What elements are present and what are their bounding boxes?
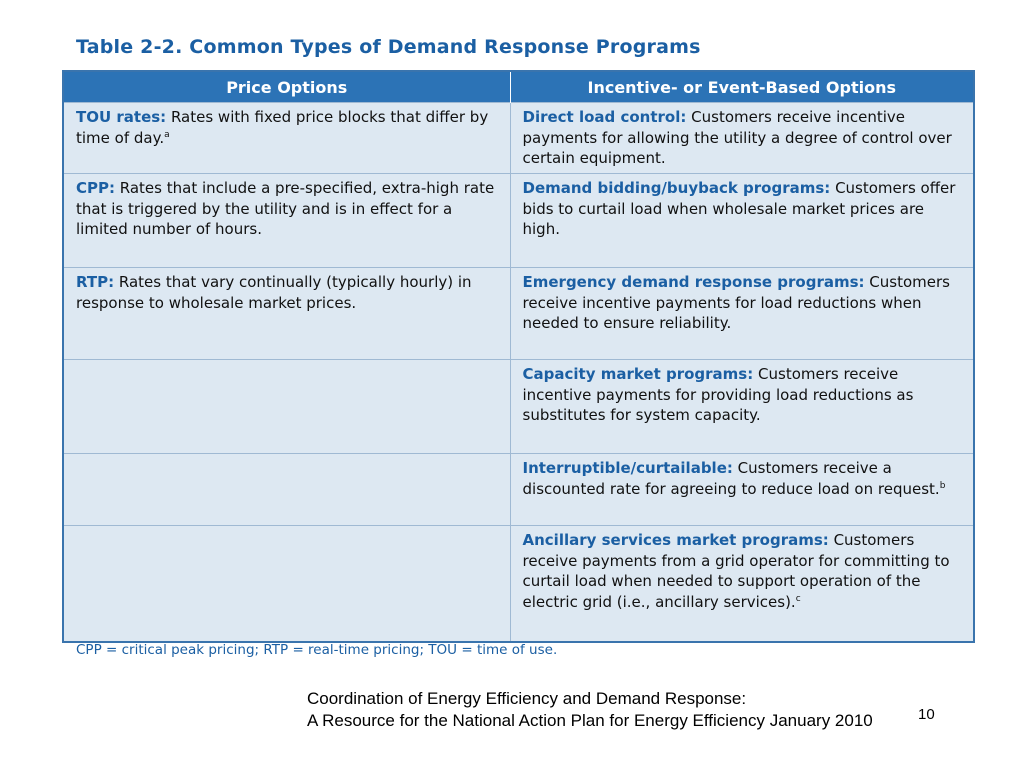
table-cell-price (63, 268, 510, 360)
table-cell-incentive (510, 454, 974, 526)
cell-term: Ancillary services market programs: (522, 531, 829, 549)
table-row (63, 103, 974, 174)
citation-line-1: Coordination of Energy Efficiency and Demand Response: (307, 689, 747, 708)
footnote-marker: b (939, 480, 946, 491)
cell-text: Customers receive a discounted rate for agreeing to reduce load on request. (522, 459, 940, 498)
cell-term: CPP: (76, 179, 115, 197)
table-row (63, 268, 974, 360)
table-row (63, 360, 974, 454)
cell-text: Rates that include a pre-specified, extra-high rate that is triggered by the utility and is in effect for a limited number of hours. (76, 179, 495, 238)
table-cell-incentive (510, 174, 974, 268)
table-cell-price (63, 526, 510, 642)
table-cell-incentive (510, 360, 974, 454)
table-footnote: CPP = critical peak pricing; RTP = real-time pricing; TOU = time of use. (76, 642, 558, 658)
table-cell-price (63, 454, 510, 526)
cell-text: Customers receive incentive payments for providing load reductions as substitutes for system capacity. (522, 365, 914, 424)
table-row (63, 454, 974, 526)
column-header-price-options: Price Options (63, 71, 510, 103)
cell-term: Emergency demand response programs: (522, 273, 865, 291)
cell-term: Direct load control: (522, 108, 687, 126)
cell-text: Customers offer bids to curtail load when wholesale market prices are high. (522, 179, 956, 238)
column-header-incentive-options: Incentive- or Event-Based Options (510, 71, 974, 103)
cell-term: RTP: (76, 273, 115, 291)
page-number: 10 (918, 706, 935, 723)
footnote-marker: a (164, 129, 170, 140)
table-row (63, 526, 974, 642)
table-cell-price (63, 174, 510, 268)
cell-text: Customers receive payments from a grid operator for committing to curtail load when needed to support operation of the electric grid (i.e., ancillary services). (522, 531, 950, 611)
cell-text: Rates that vary continually (typically hourly) in response to wholesale market prices. (76, 273, 472, 312)
demand-response-table (62, 70, 975, 643)
cell-text: Rates with fixed price blocks that differ by time of day. (76, 108, 489, 147)
table-cell-incentive (510, 526, 974, 642)
citation (307, 688, 873, 732)
table-header-row (63, 71, 974, 103)
cell-term: Interruptible/curtailable: (522, 459, 733, 477)
table-cell-incentive (510, 268, 974, 360)
table-row (63, 174, 974, 268)
citation-line-2: A Resource for the National Action Plan for Energy Efficiency January 2010 (307, 711, 873, 730)
table-title: Table 2-2. Common Types of Demand Response Programs (76, 36, 701, 58)
cell-term: Capacity market programs: (522, 365, 754, 383)
footnote-marker: c (795, 593, 801, 604)
table-cell-price (63, 360, 510, 454)
cell-term: TOU rates: (76, 108, 167, 126)
cell-text: Customers receive incentive payments for load reductions when needed to ensure reliability. (522, 273, 950, 332)
cell-text: Customers receive incentive payments for allowing the utility a degree of control over certain equipment. (522, 108, 952, 167)
cell-term: Demand bidding/buyback programs: (522, 179, 831, 197)
table-cell-price (63, 103, 510, 174)
table-cell-incentive (510, 103, 974, 174)
